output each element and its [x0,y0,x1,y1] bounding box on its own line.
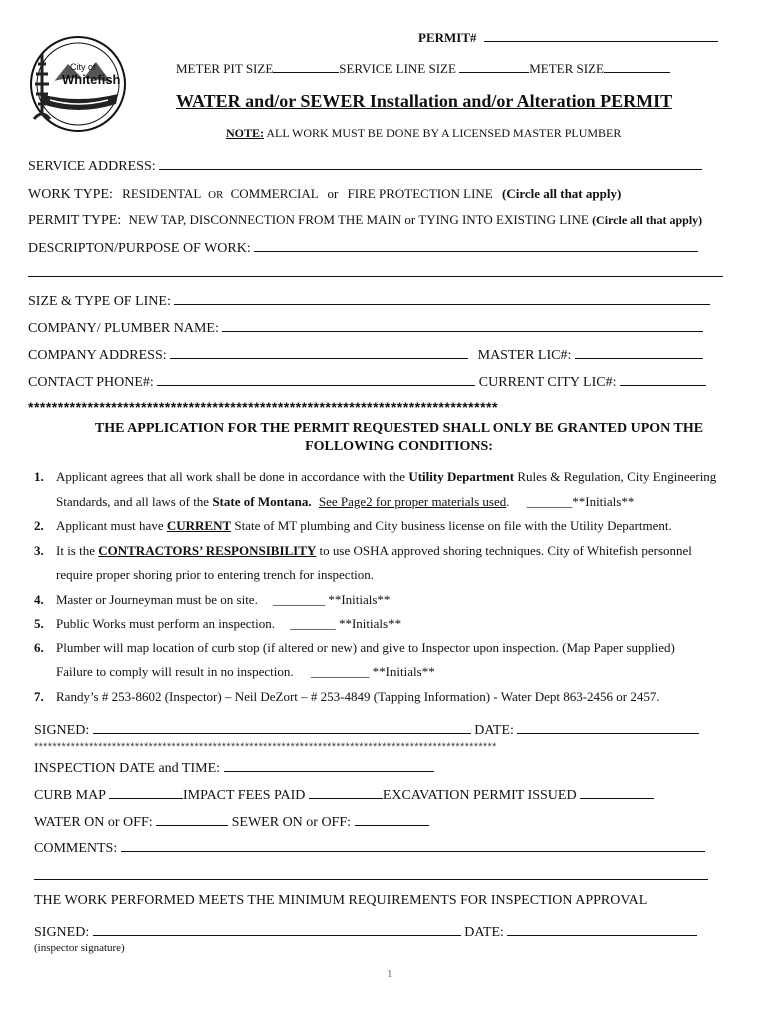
condition-7-number: 7. [34,689,44,704]
contact-phone-label: CONTACT PHONE#: [28,375,154,390]
condition-1-period: . [506,494,510,509]
work-type-label: WORK TYPE: [28,187,113,202]
meter-sizes-line [176,61,670,77]
contact-phone-field[interactable] [157,374,475,386]
work-type-fire-protection[interactable]: FIRE PROTECTION LINE [347,186,493,201]
work-type-commercial[interactable]: COMMERCIAL [230,186,319,201]
condition-1-text-d: Standards, and all laws of the [56,494,213,509]
note-text: ALL WORK MUST BE DONE BY A LICENSED MASTER PLUMBER [264,126,622,140]
condition-7 [34,689,660,705]
condition-1-number: 1. [34,469,44,484]
comments-row [34,840,705,857]
condition-3-text-a: It is the [56,543,99,558]
excavation-label: EXCAVATION PERMIT ISSUED [382,788,577,803]
condition-2-current: CURRENT [166,518,232,533]
city-logo [28,34,128,134]
condition-4 [34,592,390,608]
condition-3-text-c: to use OSHA approved shoring techniques. City of Whitefish personnel [316,543,692,558]
inspection-date-field[interactable] [224,760,434,772]
comments-label: COMMENTS: [34,841,118,856]
page-number: 1 [387,968,393,980]
impact-fees-field[interactable] [309,787,383,799]
permit-type-row [28,212,702,229]
condition-3-number: 3. [34,543,44,558]
master-lic-label: MASTER LIC#: [477,348,572,363]
meter-size-label: METER SIZE [529,61,604,76]
condition-2-text-a: Applicant must have [56,518,167,533]
condition-5-initials[interactable]: _______ **Initials** [290,616,402,631]
work-type-row [28,186,621,203]
condition-3-cont: require proper shoring prior to entering trench for inspection. [56,567,375,582]
permit-number-field[interactable] [484,30,718,42]
condition-1 [34,469,716,485]
water-on-field[interactable] [156,814,228,826]
curb-map-label: CURB MAP [34,788,106,803]
condition-6 [34,640,675,656]
logo-text-line2: Whitefish [62,72,121,87]
condition-2-text-c: State of MT plumbing and City business license on file with the Utility Department. [231,518,672,533]
approval-statement: THE WORK PERFORMED MEETS THE MINIMUM REQUIREMENTS FOR INSPECTION APPROVAL [34,893,648,908]
sewer-on-label: SEWER ON or OFF: [231,815,352,830]
inspector-date-label: DATE: [464,925,504,940]
condition-3-responsibility: CONTRACTORS’ RESPONSIBILITY [98,543,317,558]
company-address-row [28,347,703,364]
condition-6-initials[interactable]: _________ **Initials** [310,664,435,679]
permit-type-options[interactable]: NEW TAP, DISCONNECTION FROM THE MAIN or TYING INTO EXISTING LINE [128,212,589,227]
contact-phone-row [28,374,706,391]
signed-label: SIGNED: [34,723,90,738]
size-type-field[interactable] [174,293,710,305]
comments-field[interactable] [121,840,705,852]
condition-3 [34,543,692,559]
master-lic-field[interactable] [575,347,703,359]
company-plumber-label: COMPANY/ PLUMBER NAME: [28,321,219,336]
company-plumber-field[interactable] [222,320,703,332]
inspector-signed-row [34,924,697,941]
stars-divider-2: ***************************************************************************************************** [34,741,497,753]
description-label: DESCRIPTON/PURPOSE OF WORK: [28,241,251,256]
curb-map-row [34,787,654,804]
condition-2 [34,518,672,534]
excavation-field[interactable] [580,787,654,799]
description-extra-line[interactable] [28,276,723,277]
inspector-signed-field[interactable] [93,924,461,936]
logo-text-line1: City of [70,62,96,72]
stars-divider-1: ******************************************************************************* [28,399,498,415]
condition-4-number: 4. [34,592,44,607]
company-address-field[interactable] [170,347,468,359]
applicant-signed-row [34,722,699,739]
work-type-or-1: OR [208,189,224,201]
condition-5-text: Public Works must perform an inspection. [56,616,275,631]
water-on-label: WATER ON or OFF: [34,815,153,830]
condition-1-text-a: Applicant agrees that all work shall be done in accordance with the [56,469,409,484]
condition-4-text: Master or Journeyman must be on site. [56,592,258,607]
inspection-date-label: INSPECTION DATE and TIME: [34,761,221,776]
company-plumber-row [28,320,703,337]
condition-6-number: 6. [34,640,44,655]
company-address-label: COMPANY ADDRESS: [28,348,167,363]
condition-1-cont [56,494,634,510]
work-type-or-2: or [327,186,339,201]
inspection-date-row [34,760,434,777]
condition-5 [34,616,401,632]
service-address-row [28,158,702,175]
service-address-label: SERVICE ADDRESS: [28,159,156,174]
sewer-on-field[interactable] [355,814,429,826]
inspector-date-field[interactable] [507,924,697,936]
inspector-signature-caption: (inspector signature) [34,942,125,954]
city-lic-label: CURRENT CITY LIC#: [478,375,617,390]
condition-7-text: Randy’s # 253-8602 (Inspector) – Neil DeZort – # 253-4849 (Tapping Information) - Water Dept 863-2456 or 2457. [56,689,660,704]
city-lic-field[interactable] [620,374,706,386]
condition-6-cont [56,664,435,680]
conditions-heading-1: THE APPLICATION FOR THE PERMIT REQUESTED SHALL ONLY BE GRANTED UPON THE [94,421,704,436]
condition-1-utility-dept: Utility Department [408,469,515,484]
work-type-residental[interactable]: RESIDENTAL [122,186,201,201]
permit-type-label: PERMIT TYPE: [28,213,122,228]
size-type-row [28,293,710,310]
condition-6-text: Plumber will map location of curb stop (if altered or new) and give to Inspector upon inspection. (Map Paper supplied) [56,640,675,655]
signed-field[interactable] [93,722,471,734]
size-type-label: SIZE & TYPE OF LINE: [28,294,171,309]
description-field[interactable] [254,240,698,252]
work-type-circle-note: (Circle all that apply) [502,186,622,201]
condition-5-number: 5. [34,616,44,631]
date-label: DATE: [474,723,514,738]
permit-type-circle-note: (Circle all that apply) [592,213,703,227]
note-line [226,126,621,141]
condition-2-number: 2. [34,518,44,533]
description-row [28,240,698,257]
condition-6-text-b: Failure to comply will result in no inspection. [56,664,294,679]
condition-1-materials-link[interactable]: See Page2 for proper materials used [318,494,507,509]
condition-1-text-c: Rules & Regulation, City Engineering [514,469,717,484]
condition-1-initials[interactable]: _______**Initials** [526,494,635,509]
permit-label: PERMIT# [418,30,477,45]
conditions-heading-2: FOLLOWING CONDITIONS: [305,439,493,454]
comments-extra-line[interactable] [34,879,708,880]
condition-1-state: State of Montana. [212,494,312,509]
date-field[interactable] [517,722,699,734]
service-address-field[interactable] [159,158,702,170]
meter-pit-label: METER PIT SIZE [176,61,274,76]
service-line-field[interactable] [459,61,529,73]
permit-number-line [418,30,718,46]
meter-pit-field[interactable] [273,61,339,73]
meter-size-field[interactable] [604,61,670,73]
form-title: WATER and/or SEWER Installation and/or Alteration PERMIT [176,91,673,111]
note-label: NOTE: [226,126,265,140]
impact-fees-label: IMPACT FEES PAID [182,788,306,803]
water-sewer-row [34,814,429,831]
curb-map-field[interactable] [109,787,183,799]
inspector-signed-label: SIGNED: [34,925,90,940]
condition-4-initials[interactable]: ________ **Initials** [273,592,391,607]
service-line-label: SERVICE LINE SIZE [339,61,456,76]
